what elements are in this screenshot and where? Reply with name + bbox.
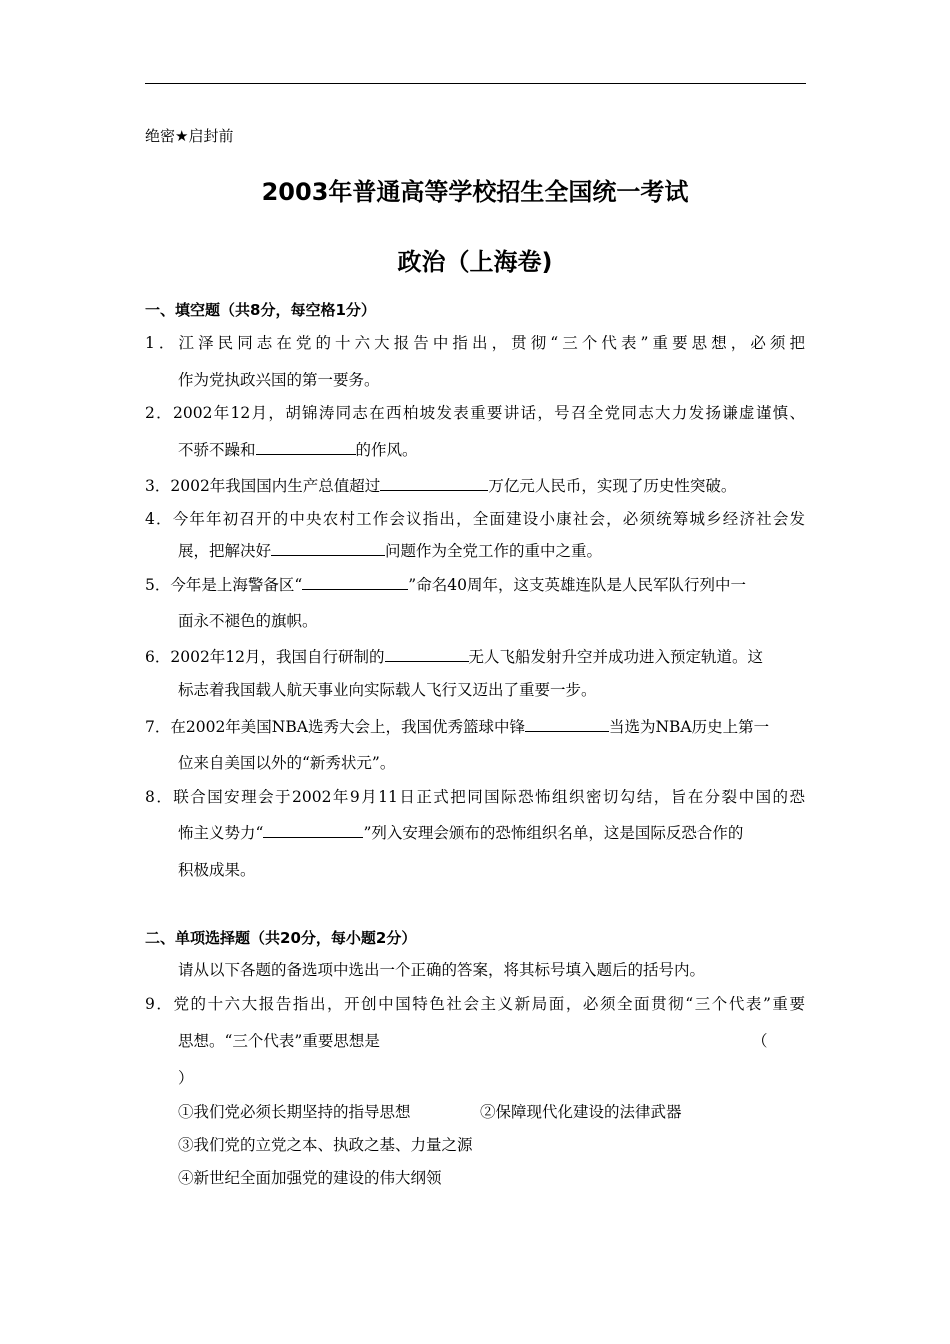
q8-line2 bbox=[178, 822, 743, 843]
q9-option-1: ①我们党必须长期坚持的指导思想 bbox=[178, 1103, 411, 1121]
q3-line1 bbox=[145, 475, 736, 496]
q7-line2: 位来自美国以外的“新秀状元”。 bbox=[178, 754, 396, 772]
q9-option-3: ③我们党的立党之本、执政之基、力量之源 bbox=[178, 1136, 473, 1154]
page-subtitle: 政治（上海卷) bbox=[397, 248, 553, 276]
q1-line2: 作为党执政兴国的第一要务。 bbox=[178, 371, 380, 389]
q8-line3: 积极成果。 bbox=[178, 861, 256, 879]
q5-blank[interactable] bbox=[302, 574, 408, 590]
classification-label: 绝密★启封前 bbox=[145, 127, 234, 145]
section2-instruction: 请从以下各题的备选项中选出一个正确的答案，将其标号填入题后的括号内。 bbox=[178, 961, 706, 979]
q9-answer-paren-open: （ bbox=[752, 1032, 768, 1050]
q9-line2: 思想。“三个代表”重要思想是 bbox=[178, 1032, 380, 1050]
q4-line2 bbox=[178, 540, 602, 561]
q5-line1 bbox=[145, 574, 746, 595]
q5-text-pre: 5．今年是上海警备区“ bbox=[145, 576, 303, 594]
q7-text-pre: 7．在2002年美国NBA选秀大会上，我国优秀篮球中锋 bbox=[145, 718, 525, 736]
q7-text-post: 当选为NBA历史上第一 bbox=[608, 718, 770, 736]
q3-blank[interactable] bbox=[380, 475, 488, 491]
q6-text-pre: 6．2002年12月，我国自行研制的 bbox=[145, 648, 385, 666]
q9-option-2: ②保障现代化建设的法律武器 bbox=[480, 1103, 682, 1121]
q9-line1: 9．党的十六大报告指出，开创中国特色社会主义新局面，必须全面贯彻“三个代表”重要 bbox=[145, 995, 805, 1013]
q3-text-pre: 3．2002年我国国内生产总值超过 bbox=[145, 477, 381, 495]
q2-line2 bbox=[178, 439, 418, 460]
q2-line1: 2．2002年12月，胡锦涛同志在西柏坡发表重要讲话，号召全党同志大力发扬谦虚谨慎、 bbox=[145, 404, 805, 422]
q6-blank[interactable] bbox=[385, 646, 469, 662]
q9-answer-paren-close: ） bbox=[178, 1069, 194, 1087]
q8-text-pre: 怖主义势力“ bbox=[178, 824, 264, 842]
q4-text-pre: 展，把解决好 bbox=[178, 542, 272, 560]
q6-text-post: 无人飞船发射升空并成功进入预定轨道。这 bbox=[468, 648, 764, 666]
q8-text-post: ”列入安理会颁布的恐怖组织名单，这是国际反恐合作的 bbox=[363, 824, 744, 842]
section1-heading: 一、填空题（共8分，每空格1分） bbox=[145, 301, 376, 319]
q9-option-4: ④新世纪全面加强党的建设的伟大纲领 bbox=[178, 1169, 442, 1187]
q4-text-post: 问题作为全党工作的重中之重。 bbox=[385, 542, 603, 560]
q4-line1: 4．今年年初召开的中央农村工作会议指出，全面建设小康社会，必须统筹城乡经济社会发 bbox=[145, 510, 805, 528]
q4-blank[interactable] bbox=[271, 540, 385, 556]
q2-text-post: 的作风。 bbox=[355, 441, 418, 459]
q7-line1 bbox=[145, 716, 769, 737]
section2-heading: 二、单项选择题（共20分，每小题2分） bbox=[145, 929, 417, 947]
q6-line1 bbox=[145, 646, 763, 667]
q6-line2: 标志着我国载人航天事业向实际载人飞行又迈出了重要一步。 bbox=[178, 681, 597, 699]
q8-blank[interactable] bbox=[263, 822, 363, 838]
header-rule bbox=[145, 83, 806, 84]
q2-text-pre: 不骄不躁和 bbox=[178, 441, 256, 459]
q2-blank[interactable] bbox=[256, 439, 356, 455]
q5-line2: 面永不褪色的旗帜。 bbox=[178, 612, 318, 630]
q3-text-post: 万亿元人民币，实现了历史性突破。 bbox=[488, 477, 737, 495]
page-title: 2003年普通高等学校招生全国统一考试 bbox=[261, 178, 689, 206]
q5-text-post: ”命名40周年，这支英雄连队是人民军队行列中一 bbox=[408, 576, 746, 594]
q8-line1: 8．联合国安理会于2002年9月11日正式把同国际恐怖组织密切勾结，旨在分裂中国的恐 bbox=[145, 788, 805, 806]
q1-line1: 1．江泽民同志在党的十六大报告中指出，贯彻“三个代表”重要思想，必须把 bbox=[145, 334, 805, 352]
q7-blank[interactable] bbox=[525, 716, 609, 732]
